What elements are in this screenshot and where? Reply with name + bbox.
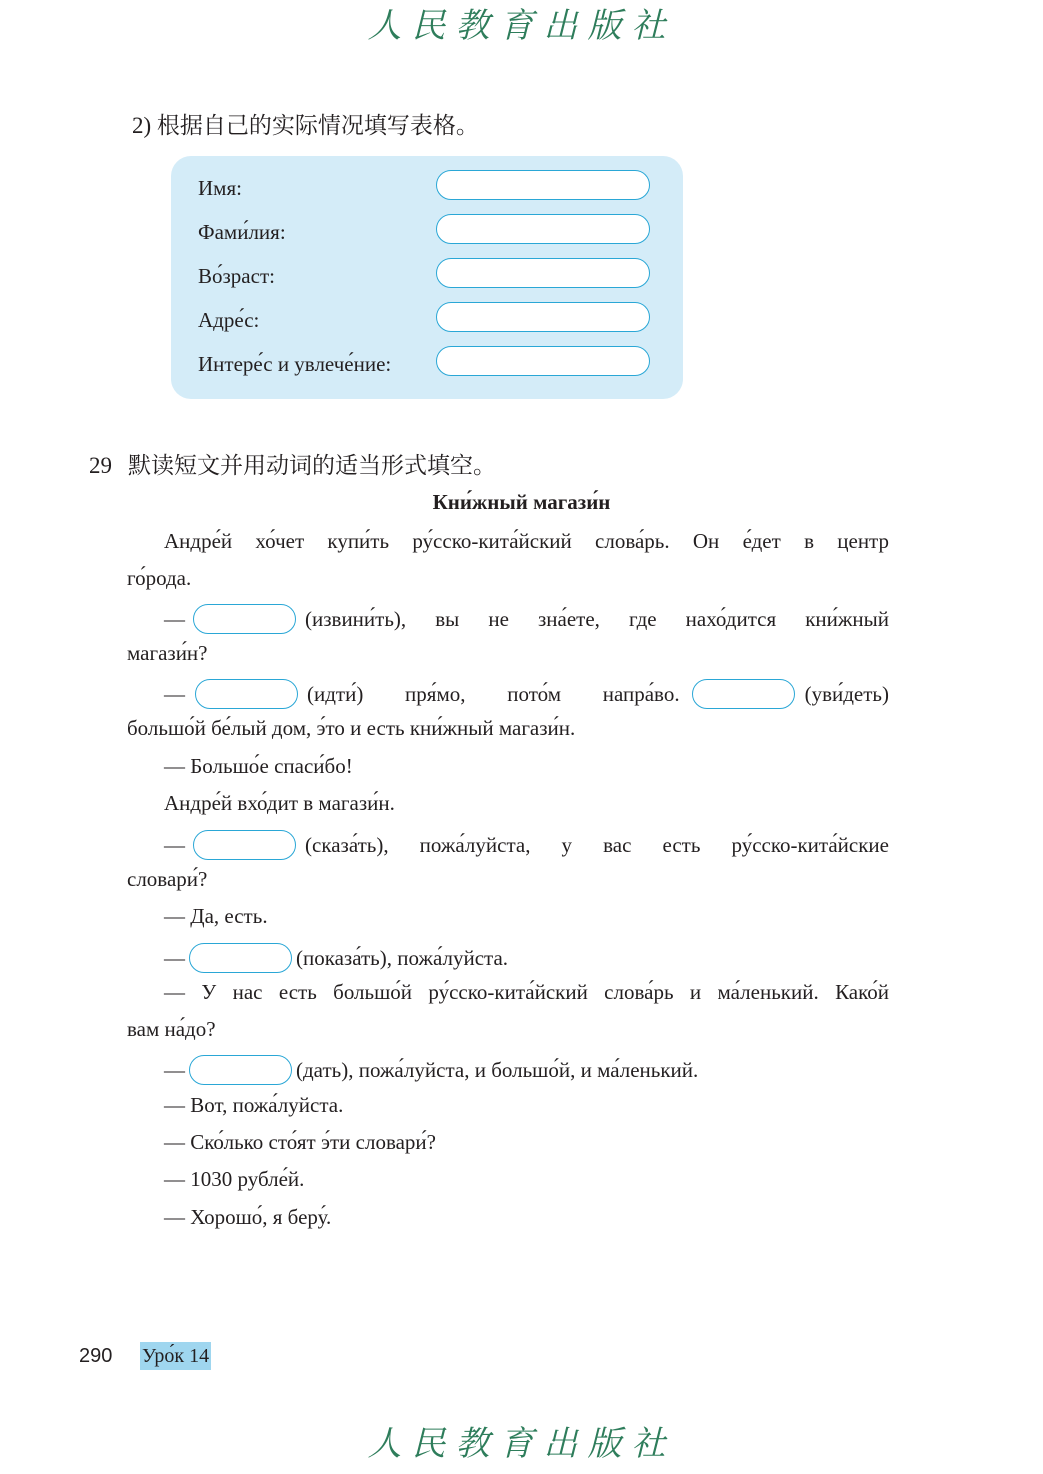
form-row-surname bbox=[171, 214, 683, 250]
publisher-logo-top: 人民教育出版社 bbox=[367, 6, 676, 46]
personal-info-form bbox=[171, 156, 683, 399]
text-line-6: большо́й бе́лый дом, э́то и есть кни́жный магази́н. bbox=[127, 716, 576, 740]
text-line-19: — Хорошо́, я беру́. bbox=[164, 1205, 332, 1229]
dash: — bbox=[164, 833, 185, 857]
age-field[interactable] bbox=[436, 258, 650, 288]
blank-uvidet[interactable] bbox=[692, 679, 795, 709]
sub-task-instruction: 2) 根据自己的实际情况填写表格。 bbox=[132, 113, 479, 138]
text-line-8: Андре́й вхо́дит в магази́н. bbox=[164, 791, 395, 815]
blank-skazat[interactable] bbox=[193, 830, 296, 860]
form-label-age: Во́зраст: bbox=[198, 264, 275, 288]
form-row-name bbox=[171, 170, 683, 206]
text-line-5 bbox=[164, 679, 889, 709]
text-line-3 bbox=[164, 604, 889, 634]
text-line-2: го́рода. bbox=[127, 566, 192, 590]
blank-dat[interactable] bbox=[189, 1055, 292, 1085]
text-line-17: — Ско́лько сто́ят э́ти словари́? bbox=[164, 1130, 436, 1154]
exercise-instruction: 默读短文并用动词的适当形式填空。 bbox=[128, 453, 496, 478]
name-field[interactable] bbox=[436, 170, 650, 200]
dash: — bbox=[164, 682, 185, 706]
text-line-11: — Да, есть. bbox=[164, 904, 268, 928]
blank-izvinit[interactable] bbox=[193, 604, 296, 634]
form-label-name: Имя: bbox=[198, 176, 242, 200]
publisher-logo-bottom: 人民教育出版社 bbox=[367, 1424, 676, 1464]
form-row-address bbox=[171, 302, 683, 338]
address-field[interactable] bbox=[436, 302, 650, 332]
text-line-9 bbox=[164, 830, 889, 860]
text-line-7: — Большо́е спаси́бо! bbox=[164, 754, 353, 778]
exercise-number: 29 bbox=[89, 453, 112, 478]
lesson-tag: Уро́к 14 bbox=[140, 1342, 211, 1370]
dash: — bbox=[164, 1058, 185, 1082]
dash: — bbox=[164, 946, 185, 970]
interests-field[interactable] bbox=[436, 346, 650, 376]
blank-idti[interactable] bbox=[195, 679, 298, 709]
blank-pokazat[interactable] bbox=[189, 943, 292, 973]
text-line-10: словари́? bbox=[127, 867, 208, 891]
text-line-12 bbox=[164, 943, 508, 973]
text-line-18: — 1030 рубле́й. bbox=[164, 1167, 305, 1191]
line-5-text-1: (идти́) пря́мо, пото́м напра́во. bbox=[307, 682, 680, 706]
text-title: Кни́жный магази́н bbox=[432, 490, 611, 514]
text-line-1: Андре́й хо́чет купи́ть ру́сско-кита́йский слова́рь. Он е́дет в центр bbox=[164, 529, 889, 553]
page-number: 290 bbox=[79, 1345, 113, 1367]
form-row-interests bbox=[171, 346, 683, 382]
text-line-15 bbox=[164, 1055, 698, 1085]
line-15-text: (дать), пожа́луйста, и большо́й, и ма́ленький. bbox=[296, 1058, 699, 1082]
form-row-age bbox=[171, 258, 683, 294]
surname-field[interactable] bbox=[436, 214, 650, 244]
text-line-14: вам на́до? bbox=[127, 1017, 216, 1041]
text-line-4: магази́н? bbox=[127, 641, 208, 665]
text-line-16: — Вот, пожа́луйста. bbox=[164, 1093, 344, 1117]
form-label-surname: Фами́лия: bbox=[198, 220, 286, 244]
text-line-13: — У нас есть большо́й ру́сско-кита́йский слова́рь и ма́ленький. Како́й bbox=[164, 980, 889, 1004]
line-5-text-2: (уви́деть) bbox=[804, 682, 889, 706]
line-3-text: (извини́ть), вы не зна́ете, где нахо́дится кни́жный bbox=[305, 607, 889, 631]
dash: — bbox=[164, 607, 185, 631]
line-12-text: (показа́ть), пожа́луйста. bbox=[296, 946, 509, 970]
form-label-address: Адре́с: bbox=[198, 308, 260, 332]
line-9-text: (сказа́ть), пожа́луйста, у вас есть ру́сско-кита́йские bbox=[305, 833, 889, 857]
form-label-interests: Интере́с и увлече́ние: bbox=[198, 352, 392, 376]
